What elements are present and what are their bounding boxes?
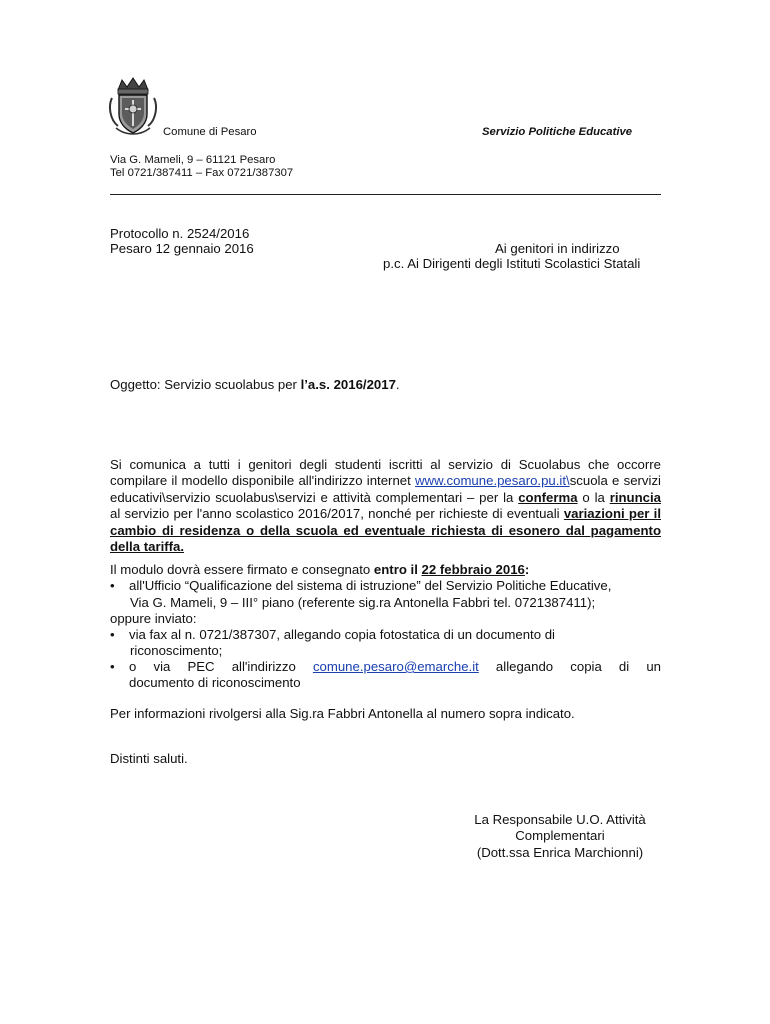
bullet-text-post: allegando copia di un: [478, 659, 661, 674]
paragraph-text: scuola e servizi educativi\servizio scuolabus\servizi e attività complementari – per la: [110, 473, 661, 505]
header-divider: [110, 194, 661, 195]
subject-prefix: Oggetto: Servizio scuolabus per: [110, 377, 301, 392]
bullet-icon: •: [110, 659, 115, 674]
deadline-bold: entro il: [373, 562, 422, 577]
address-line: Via G. Mameli, 9 – 61121 Pesaro: [110, 154, 276, 166]
bullet-continuation: riconoscimento;: [130, 643, 223, 658]
renounce-keyword: rinuncia: [609, 489, 661, 505]
pec-email-link[interactable]: comune.pesaro@emarche.it: [312, 659, 479, 674]
service-name: Servizio Politiche Educative: [482, 126, 633, 138]
recipient-school-heads: p.c. Ai Dirigenti degli Istituti Scolastici Statali: [383, 256, 641, 271]
signature-role: La Responsabile U.O. Attività: [474, 812, 646, 827]
bullet-text: all'Ufficio “Qualificazione del sistema di istruzione” del Servizio Politiche Educative,: [129, 578, 612, 593]
closing-greeting: Distinti saluti.: [110, 751, 188, 766]
subject-school-year: l’a.s. 2016/2017: [300, 377, 396, 392]
info-line: Per informazioni rivolgersi alla Sig.ra Fabbri Antonella al numero sopra indicato.: [110, 706, 575, 721]
variations-request: variazioni per il cambio di residenza o della scuola ed eventuale richiesta di esonero dal pagamento della tariffa.: [110, 506, 662, 555]
list-item: [110, 627, 661, 643]
bullet-continuation: documento di riconoscimento: [129, 675, 301, 690]
recipient-parents: Ai genitori in indirizzo: [495, 241, 620, 256]
municipality-website-link[interactable]: www.comune.pesaro.pu.it\: [415, 473, 570, 489]
intro-paragraph: [110, 457, 661, 555]
paragraph-text: al servizio per l'anno scolastico 2016/2017, nonché per richieste di eventuali: [110, 506, 564, 522]
list-item: [110, 659, 661, 675]
bullet-icon: •: [110, 578, 115, 593]
bullet-text-pre: o via PEC all'indirizzo: [129, 659, 313, 674]
bullet-text: via fax al n. 0721/387307, allegando copia fotostatica di un documento di: [129, 627, 555, 642]
phone-line: Tel 0721/387411 – Fax 0721/387307: [110, 167, 294, 179]
signature-block: [460, 812, 660, 861]
paragraph-text: Si comunica a tutti i genitori degli studenti iscritti al servizio di Scuolabus che occorre compilare il modello disponibile all'indirizzo internet: [110, 457, 661, 489]
deadline-line: [110, 562, 529, 578]
list-item: [110, 578, 661, 594]
or-sent-label: oppure inviato:: [110, 611, 197, 626]
subject-line: [110, 377, 400, 393]
deadline-date: 22 febbraio 2016: [421, 562, 525, 577]
subject-suffix: .: [395, 377, 400, 392]
city-crest-logo: [108, 76, 158, 138]
bullet-continuation: Via G. Mameli, 9 – III° piano (referente sig.ra Antonella Fabbri tel. 0721387411);: [130, 595, 596, 610]
deadline-text: Il modulo dovrà essere firmato e consegnato: [110, 562, 374, 577]
bullet-icon: •: [110, 627, 115, 642]
signature-name: (Dott.ssa Enrica Marchionni): [476, 844, 644, 860]
bullet-text: [129, 659, 661, 675]
date-place: Pesaro 12 gennaio 2016: [110, 241, 254, 256]
signature-unit: Complementari: [515, 828, 605, 844]
paragraph-text: o la: [577, 489, 610, 505]
org-name: Comune di Pesaro: [163, 126, 257, 138]
deadline-colon: :: [524, 562, 530, 577]
confirm-keyword: conferma: [518, 489, 578, 505]
protocol-number: Protocollo n. 2524/2016: [110, 226, 250, 241]
